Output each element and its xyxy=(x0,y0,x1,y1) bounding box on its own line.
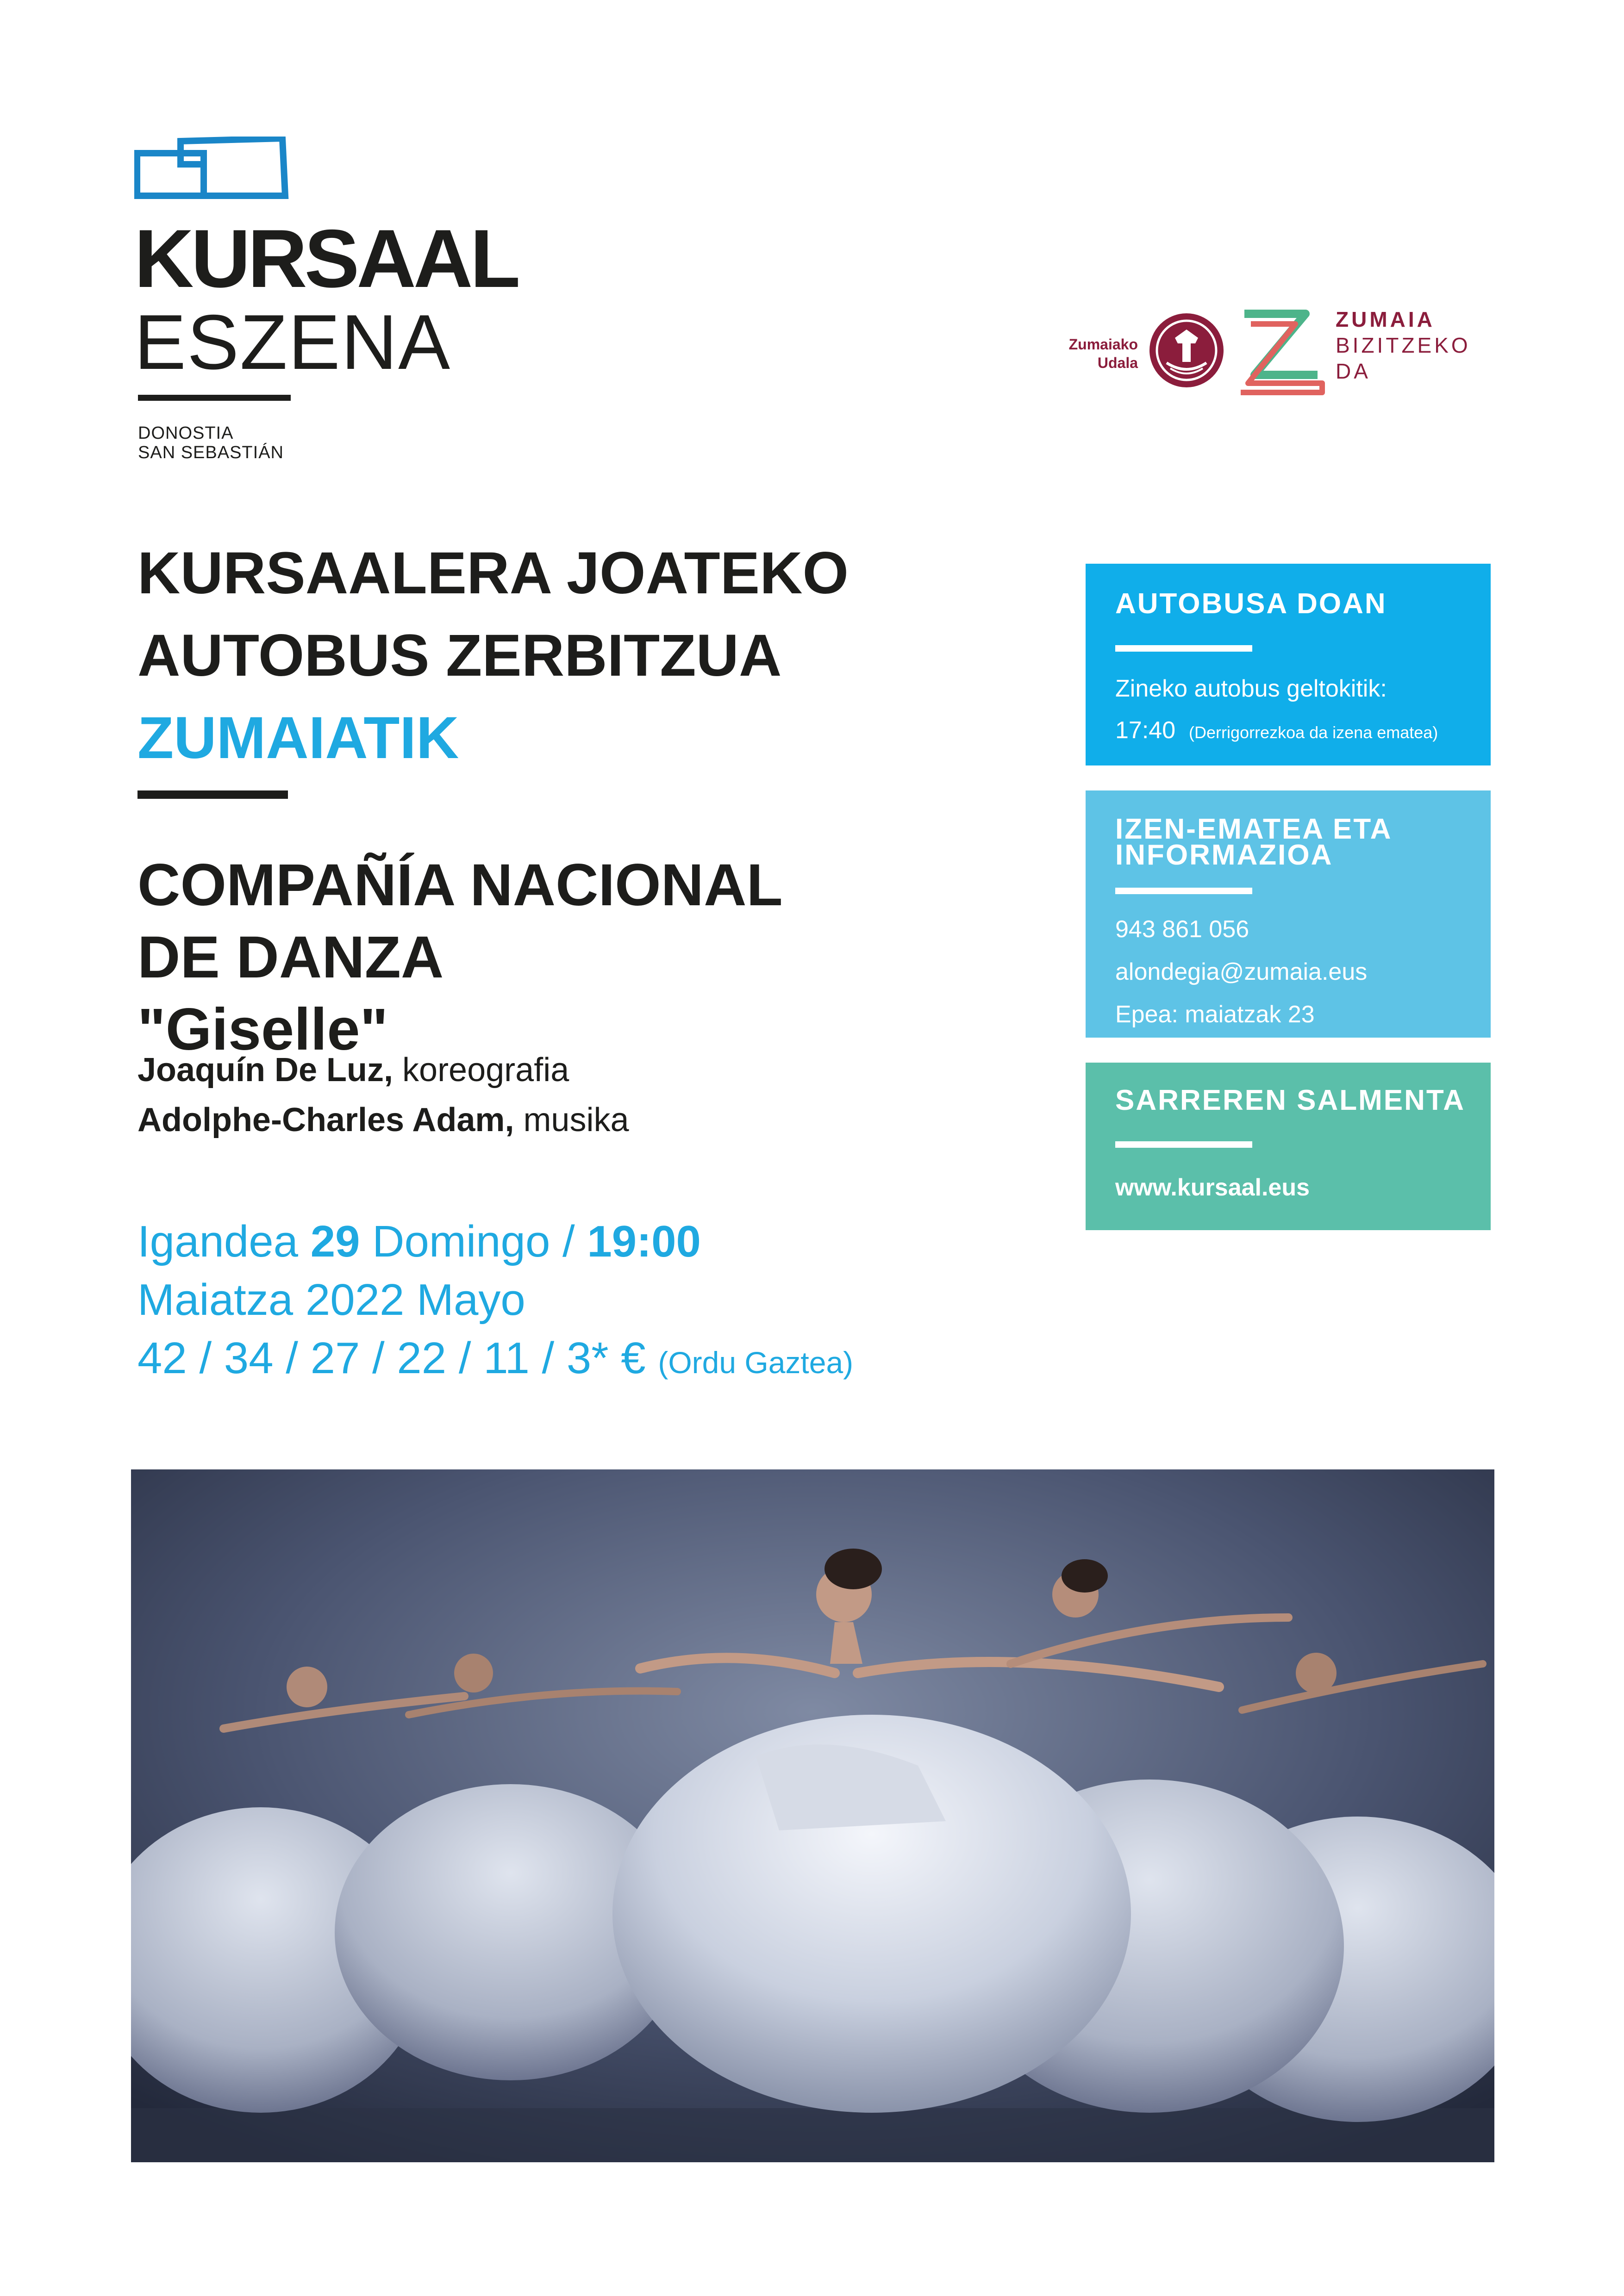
info-heading-2: INFORMAZIOA xyxy=(1115,839,1333,871)
prices-note: (Ordu Gaztea) xyxy=(658,1345,854,1380)
zumaia-text xyxy=(1336,306,1471,384)
zumaia-line-1: ZUMAIA xyxy=(1336,307,1435,331)
main-title xyxy=(137,532,849,779)
tickets-rule xyxy=(1115,1141,1252,1148)
bus-stop: Zineko autobus geltokitik: xyxy=(1115,675,1387,702)
bus-time-line xyxy=(1115,716,1438,747)
composer-name: Adolphe-Charles Adam, xyxy=(137,1101,514,1139)
day-basque: Igandea xyxy=(137,1217,311,1266)
composer-role: musika xyxy=(514,1101,629,1139)
choreographer-name: Joaquín De Luz, xyxy=(137,1052,394,1089)
section-divider xyxy=(137,790,288,799)
title-line-3: ZUMAIATIK xyxy=(137,705,459,771)
udala-text xyxy=(1036,335,1138,372)
day-number: 29 xyxy=(310,1217,360,1266)
zumaia-line-3: DA xyxy=(1336,359,1371,383)
event-prices xyxy=(137,1329,853,1392)
zumaia-coat-of-arms-icon xyxy=(1147,311,1226,390)
credits xyxy=(137,1045,629,1145)
credit-choreography xyxy=(137,1045,629,1095)
udala-line-1: Zumaiako xyxy=(1068,336,1138,353)
city-line-2: SAN SEBASTIÁN xyxy=(138,443,284,462)
udala-line-2: Udala xyxy=(1097,355,1138,371)
prices: 42 / 34 / 27 / 22 / 11 / 3* € xyxy=(137,1333,658,1383)
info-heading-1: IZEN-EMATEA ETA xyxy=(1115,813,1393,845)
company-line-2: DE DANZA xyxy=(137,924,444,990)
info-rule xyxy=(1115,888,1252,894)
choreographer-role: koreografia xyxy=(393,1052,569,1089)
bus-time: 17:40 xyxy=(1115,717,1176,744)
event-month: Maiatza 2022 Mayo xyxy=(137,1275,525,1325)
logo-line-1: KURSAAL xyxy=(134,212,518,305)
company-title xyxy=(137,849,783,1066)
zumaia-z-logo xyxy=(1236,301,1329,398)
bus-heading: AUTOBUSA DOAN xyxy=(1115,588,1387,620)
logo-line-2: ESZENA xyxy=(134,299,451,386)
zumaiako-udala-logo xyxy=(1036,311,1226,399)
title-line-2: AUTOBUS ZERBITZUA xyxy=(137,622,782,689)
tickets-url[interactable]: www.kursaal.eus xyxy=(1115,1174,1310,1201)
title-line-1: KURSAALERA JOATEKO xyxy=(137,540,849,606)
zumaia-line-2: BIZITZEKO xyxy=(1336,333,1471,357)
kursaal-cubes-logo xyxy=(134,137,292,201)
logo-divider xyxy=(138,395,291,401)
kursaal-eszena-logo xyxy=(134,137,518,470)
bus-note: (Derrigorrezkoa da izena ematea) xyxy=(1189,723,1438,742)
company-line-1: COMPAÑÍA NACIONAL xyxy=(137,852,783,918)
event-date-line xyxy=(137,1213,853,1271)
info-deadline: Epea: maiatzak 23 xyxy=(1115,1001,1315,1028)
zumaia-bizitzeko-da-logo xyxy=(1236,301,1495,403)
event-details xyxy=(137,1213,853,1392)
bus-info-box xyxy=(1086,564,1491,765)
tickets-heading: SARREREN SALMENTA xyxy=(1115,1084,1465,1116)
tickets-box xyxy=(1086,1063,1491,1230)
city-line-1: DONOSTIA xyxy=(138,423,234,443)
credit-music xyxy=(137,1095,629,1145)
logo-city xyxy=(138,423,284,462)
day-spanish: Domingo / xyxy=(360,1217,587,1266)
registration-box xyxy=(1086,790,1491,1038)
show-title: "Giselle" xyxy=(137,996,388,1063)
info-phone[interactable]: 943 861 056 xyxy=(1115,916,1249,943)
event-time: 19:00 xyxy=(587,1217,701,1266)
info-email[interactable]: alondegia@zumaia.eus xyxy=(1115,958,1368,985)
bus-rule xyxy=(1115,645,1252,652)
ballet-dancers-in-white-tutus-photo xyxy=(131,1469,1494,2162)
